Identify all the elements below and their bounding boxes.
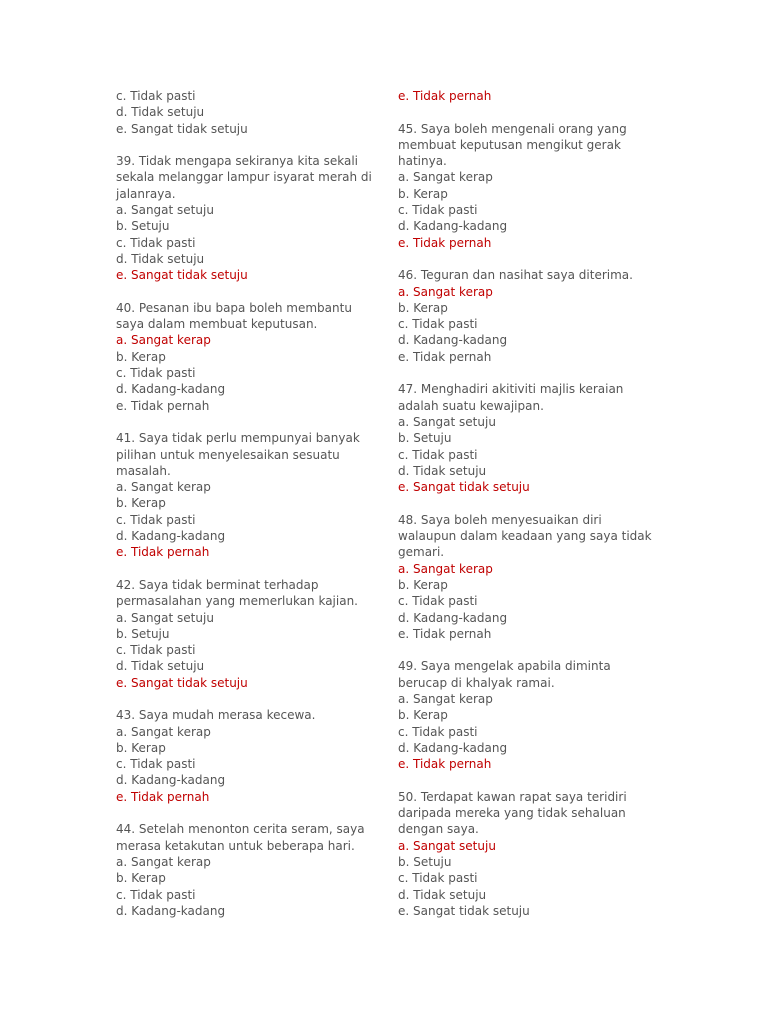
answer-option: a. Sangat kerap xyxy=(116,480,211,495)
right-column xyxy=(398,88,660,935)
answer-option-selected: e. Tidak pernah xyxy=(398,235,492,250)
answer-option: b. Setuju xyxy=(116,626,170,641)
question-block xyxy=(116,153,376,283)
answer-option: c. Tidak pasti xyxy=(398,871,478,886)
answer-option: c. Tidak pasti xyxy=(398,594,478,609)
question-block xyxy=(116,821,376,919)
answer-option: d. Kadang-kadang xyxy=(398,219,508,234)
answer-option: d. Kadang-kadang xyxy=(398,333,508,348)
answer-option: d. Tidak setuju xyxy=(116,659,205,674)
question-text: 48. Saya boleh menyesuaikan diri walaupun dalam keadaan yang saya tidak gemari. xyxy=(398,512,652,560)
question-block xyxy=(398,267,660,365)
answer-option: e. Sangat tidak setuju xyxy=(116,121,248,136)
question-block xyxy=(116,577,376,691)
answer-option: b. Kerap xyxy=(116,740,166,755)
question-block xyxy=(116,430,376,560)
question-block xyxy=(116,707,376,805)
answer-option: b. Setuju xyxy=(398,431,452,446)
question-text: 50. Terdapat kawan rapat saya teridiri daripada mereka yang tidak sehaluan dengan saya. xyxy=(398,789,627,837)
answer-option: d. Tidak setuju xyxy=(116,251,205,266)
question-text: 44. Setelah menonton cerita seram, saya merasa ketakutan untuk beberapa hari. xyxy=(116,822,365,853)
question-block xyxy=(398,88,660,104)
answer-option-selected: e. Tidak pernah xyxy=(398,89,492,103)
answer-option-selected: a. Sangat kerap xyxy=(398,561,493,576)
answer-option: a. Sangat kerap xyxy=(398,691,493,706)
answer-option: d. Kadang-kadang xyxy=(116,529,226,544)
answer-option: b. Kerap xyxy=(398,300,448,315)
answer-option: d. Tidak setuju xyxy=(398,463,487,478)
answer-option: e. Tidak pernah xyxy=(398,626,492,641)
answer-option: c. Tidak pasti xyxy=(116,89,196,103)
answer-option: d. Kadang-kadang xyxy=(116,903,226,918)
question-block xyxy=(398,381,660,495)
answer-option: c. Tidak pasti xyxy=(398,447,478,462)
answer-option: c. Tidak pasti xyxy=(116,643,196,658)
answer-option-selected: e. Sangat tidak setuju xyxy=(116,675,248,690)
answer-option: a. Sangat setuju xyxy=(116,610,214,625)
question-text: 45. Saya boleh mengenali orang yang membuat keputusan mengikut gerak hatinya. xyxy=(398,121,627,169)
answer-option-selected: a. Sangat setuju xyxy=(398,838,496,853)
answer-option-selected: e. Sangat tidak setuju xyxy=(116,268,248,283)
answer-option: d. Tidak setuju xyxy=(116,105,205,120)
answer-option-selected: e. Tidak pernah xyxy=(116,545,210,560)
question-block xyxy=(116,88,376,137)
question-text: 41. Saya tidak perlu mempunyai banyak pilihan untuk menyelesaikan sesuatu masalah. xyxy=(116,431,360,478)
question-text: 40. Pesanan ibu bapa boleh membantu saya dalam membuat keputusan. xyxy=(116,300,352,332)
answer-option: c. Tidak pasti xyxy=(116,757,196,772)
answer-option-selected: e. Tidak pernah xyxy=(116,789,210,804)
answer-option: b. Kerap xyxy=(116,496,166,511)
answer-option: c. Tidak pasti xyxy=(398,724,478,739)
answer-option: b. Kerap xyxy=(116,349,166,364)
answer-option: a. Sangat kerap xyxy=(116,724,211,739)
answer-option: e. Tidak pernah xyxy=(398,349,492,364)
answer-option: b. Setuju xyxy=(398,854,452,869)
answer-option: b. Kerap xyxy=(398,708,448,723)
answer-option: c. Tidak pasti xyxy=(116,512,196,527)
answer-option: e. Sangat tidak setuju xyxy=(398,903,530,918)
answer-option: b. Setuju xyxy=(116,219,170,234)
question-block xyxy=(398,789,660,919)
answer-option-selected: a. Sangat kerap xyxy=(116,333,211,348)
answer-option: d. Kadang-kadang xyxy=(398,610,508,625)
answer-option: c. Tidak pasti xyxy=(398,317,478,332)
answer-option: a. Sangat kerap xyxy=(116,854,211,869)
answer-option: a. Sangat setuju xyxy=(116,203,214,218)
answer-option: d. Kadang-kadang xyxy=(398,740,508,755)
question-text: 46. Teguran dan nasihat saya diterima. xyxy=(398,268,633,283)
answer-option-selected: a. Sangat kerap xyxy=(398,284,493,299)
answer-option: d. Kadang-kadang xyxy=(116,773,226,788)
answer-option-selected: e. Sangat tidak setuju xyxy=(398,480,530,495)
answer-option: b. Kerap xyxy=(398,577,448,592)
answer-option: e. Tidak pernah xyxy=(116,398,210,413)
answer-option: d. Tidak setuju xyxy=(398,887,487,902)
question-block xyxy=(116,300,376,414)
answer-option: c. Tidak pasti xyxy=(116,887,196,902)
question-text: 43. Saya mudah merasa kecewa. xyxy=(116,708,316,723)
answer-option: b. Kerap xyxy=(398,186,448,201)
answer-option: a. Sangat kerap xyxy=(398,170,493,185)
left-column xyxy=(116,88,376,935)
answer-option: c. Tidak pasti xyxy=(398,203,478,218)
question-text: 49. Saya mengelak apabila diminta berucap di khalyak ramai. xyxy=(398,659,611,690)
answer-option: c. Tidak pasti xyxy=(116,366,196,381)
question-text: 39. Tidak mengapa sekiranya kita sekali sekala melanggar lampur isyarat merah di jalanraya. xyxy=(116,154,372,201)
answer-option: c. Tidak pasti xyxy=(116,235,196,250)
answer-option: a. Sangat setuju xyxy=(398,414,496,429)
question-block xyxy=(398,121,660,251)
question-block xyxy=(398,512,660,642)
answer-option: d. Kadang-kadang xyxy=(116,382,226,397)
answer-option-selected: e. Tidak pernah xyxy=(398,757,492,772)
question-text: 42. Saya tidak berminat terhadap permasalahan yang memerlukan kajian. xyxy=(116,577,358,609)
question-block xyxy=(398,658,660,772)
answer-option: b. Kerap xyxy=(116,871,166,886)
question-text: 47. Menghadiri akitiviti majlis keraian adalah suatu kewajipan. xyxy=(398,382,624,413)
